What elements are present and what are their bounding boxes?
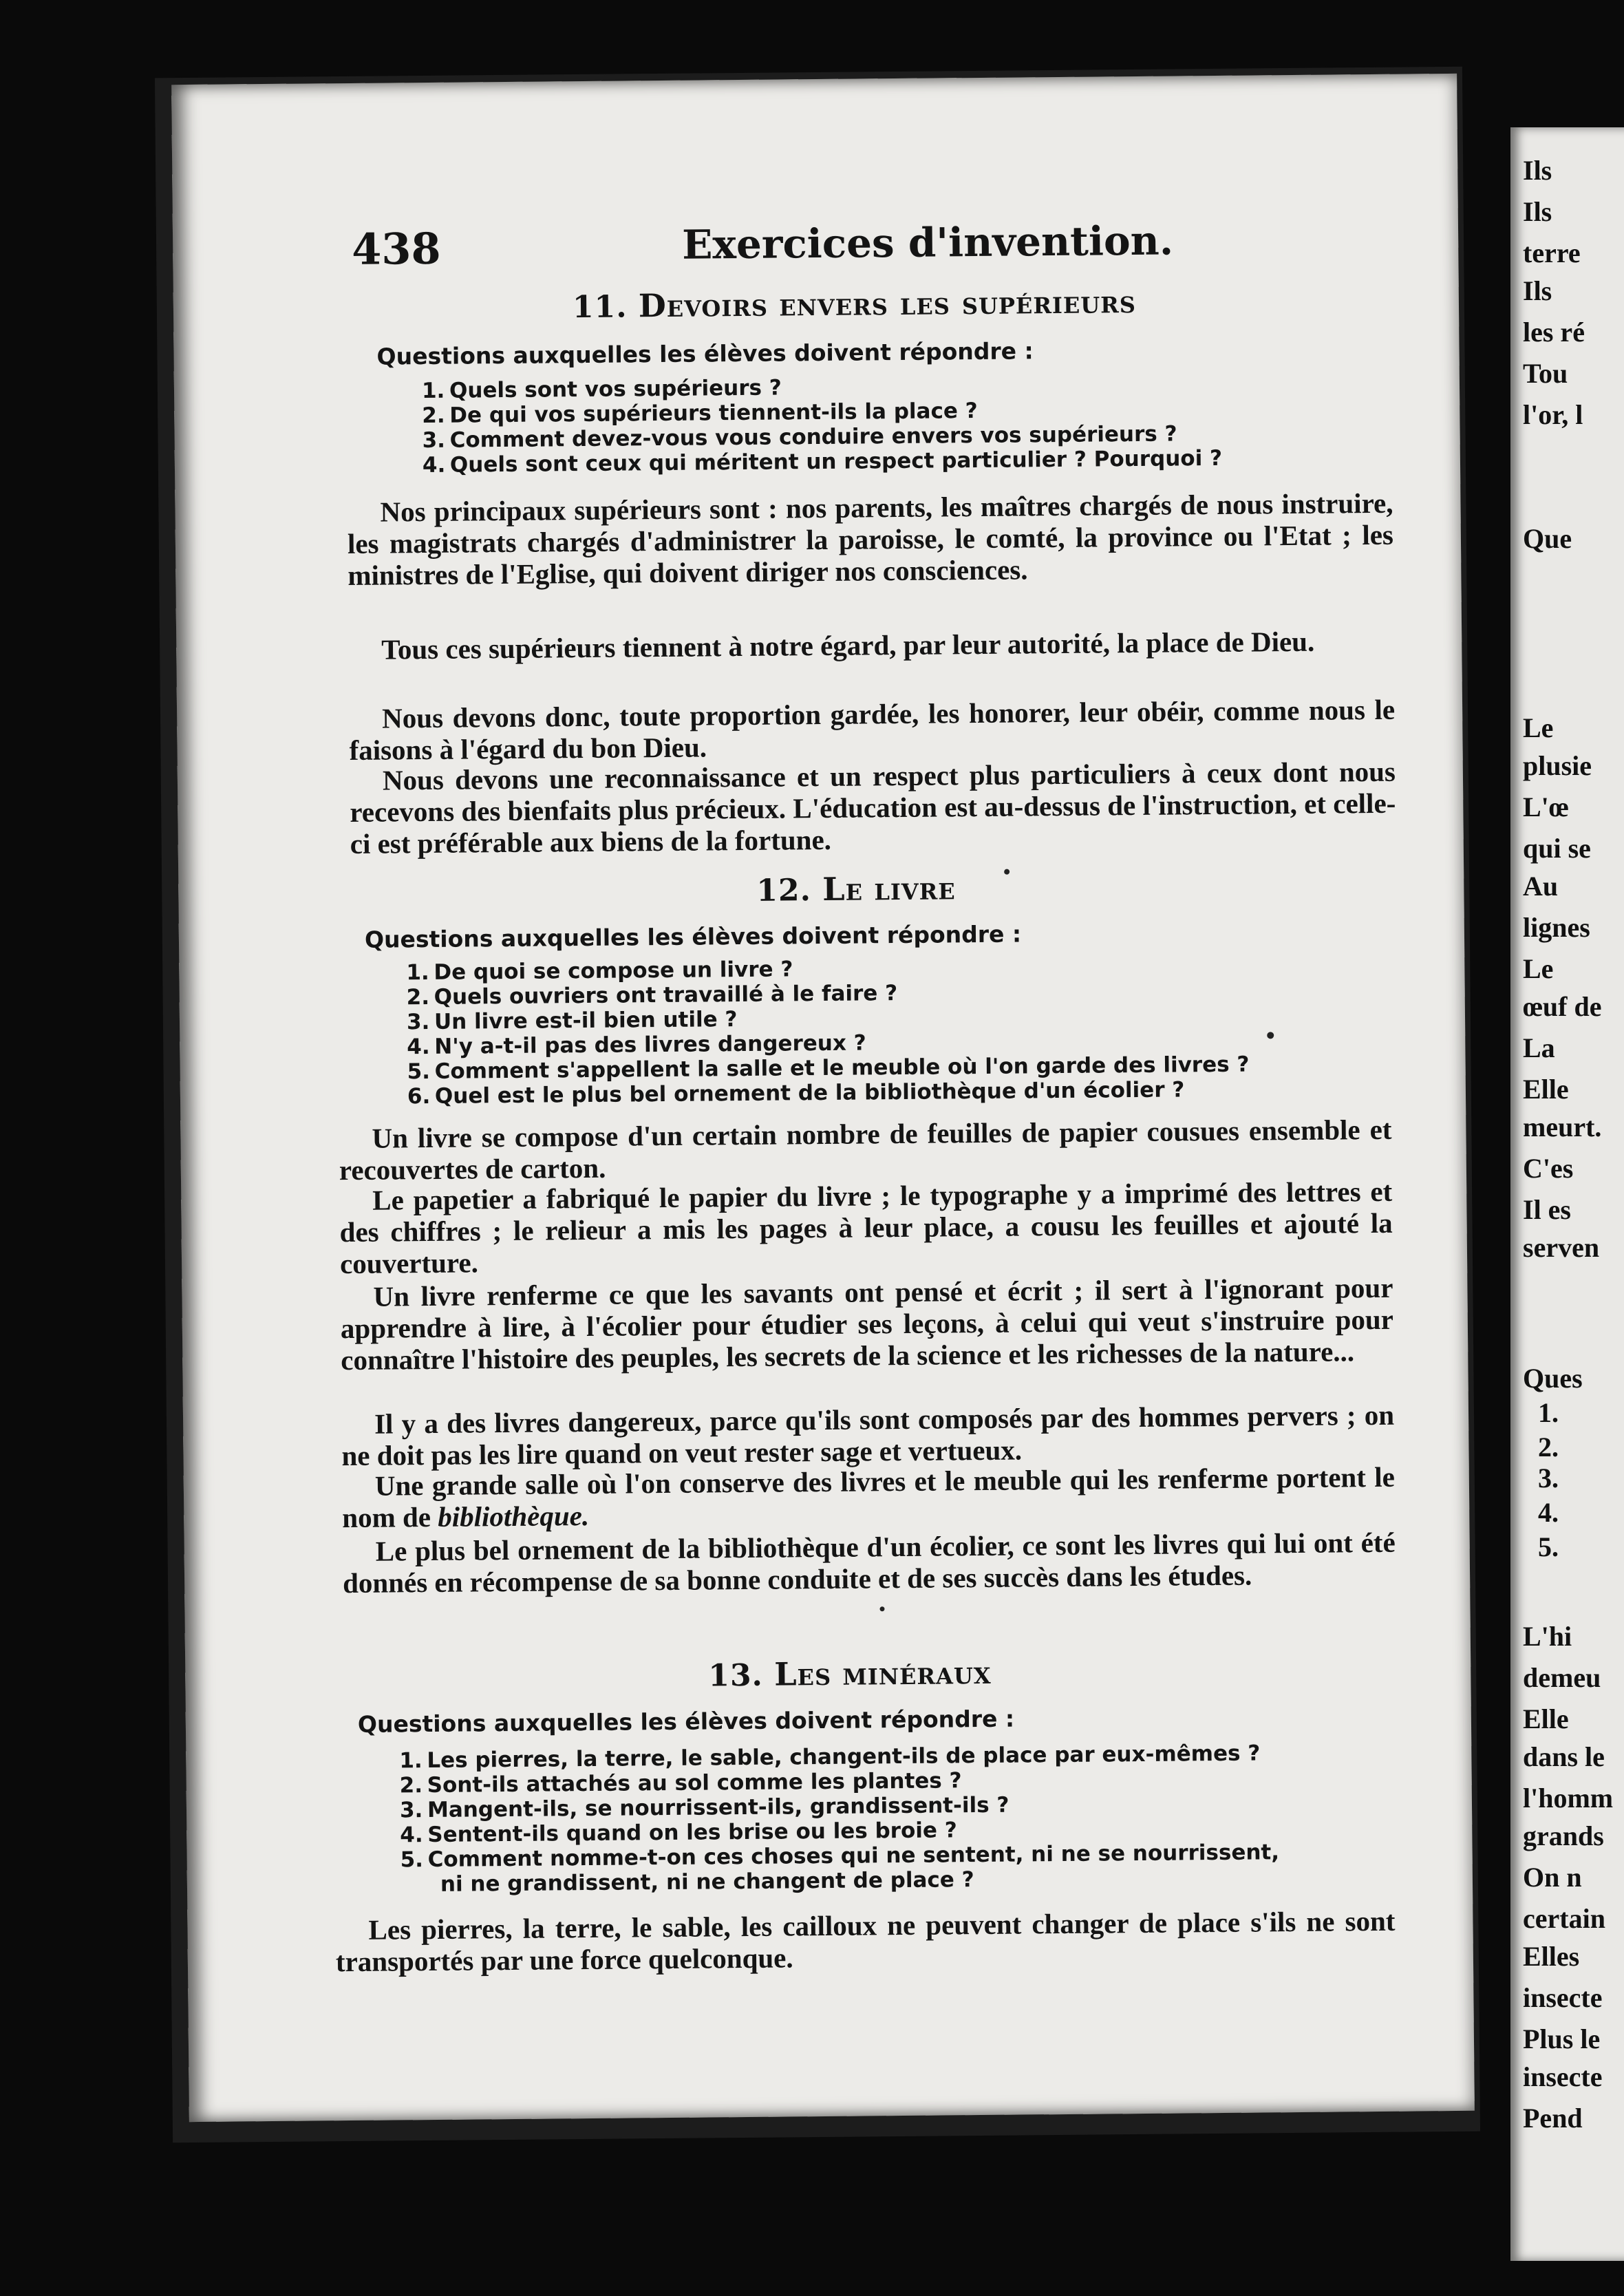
paragraph: Un livre se compose d'un certain nombre de feuilles de papier cousues ensemble et recouvertes de carton. [339, 1113, 1392, 1187]
question-number: 2. [406, 984, 430, 1010]
question-number: 5. [407, 1059, 431, 1085]
facing-page-fragment: Que [1523, 523, 1572, 554]
question-list [422, 372, 1222, 478]
facing-page-fragment: terre [1523, 237, 1581, 268]
facing-page-fragment: Pend [1523, 2103, 1583, 2134]
question-number: 2. [422, 403, 445, 429]
facing-page-fragment: 5. [1538, 1531, 1559, 1562]
question-text: ni ne grandissent, ni ne changent de place ? [440, 1867, 974, 1897]
section-title-rest: envers les supérieurs [779, 282, 1137, 323]
question-number: 5. [400, 1847, 424, 1873]
scan-speck [1267, 1032, 1274, 1039]
section-title [756, 869, 956, 908]
question-number: 4. [407, 1034, 430, 1060]
question-text: Sentent-ils quand on les brise ou les broie ? [427, 1818, 957, 1848]
question-number: 1. [399, 1748, 423, 1774]
facing-page-fragment: Elles [1523, 1941, 1580, 1972]
paragraph: Nos principaux supérieurs sont : nos parents, les maîtres chargés de nous instruire, les magistrats chargés d'administrer la paroisse, le comté, la province ou l'Etat ; les ministres de l'Eglise, qui doivent diriger nos consciences. [347, 487, 1394, 591]
question-number: 2. [399, 1773, 423, 1798]
facing-page-fragment: les ré [1523, 317, 1585, 348]
facing-page-fragment: Il es [1523, 1194, 1571, 1225]
question-number: 3. [406, 1009, 430, 1035]
question-text: Les pierres, la terre, le sable, changent-ils de place par eux-mêmes ? [427, 1741, 1261, 1774]
facing-page-fragment: 2. [1538, 1432, 1559, 1463]
facing-page-fragment: Le [1523, 953, 1554, 984]
section-title [573, 283, 1136, 325]
question-number: 1. [406, 959, 429, 986]
section-number: 11. [572, 289, 628, 326]
facing-page-fragment: grands [1523, 1820, 1604, 1851]
question-text: Comment s'appellent la salle et le meuble où l'on garde des livres ? [434, 1052, 1250, 1084]
question-list [399, 1741, 1279, 1897]
facing-page-fragment: qui se [1523, 833, 1591, 864]
facing-page-fragment: Tou [1523, 358, 1568, 389]
facing-page-fragment: C'es [1523, 1153, 1574, 1184]
facing-page-fragment: On n [1523, 1862, 1582, 1893]
book-page [171, 74, 1475, 2122]
question-text: Quels ouvriers ont travaillé à le faire ? [434, 981, 898, 1010]
section-number: 12. [756, 873, 812, 908]
facing-page-fragment: certain [1523, 1903, 1605, 1934]
facing-page-fragment: dans le [1523, 1741, 1605, 1772]
facing-page-fragment: l'homm [1523, 1783, 1614, 1814]
question-text: Quels sont vos supérieurs ? [449, 375, 782, 403]
facing-page-fragment: Ils [1523, 155, 1552, 186]
section-title [708, 1654, 992, 1694]
facing-page-fragment: Plus le [1523, 2023, 1601, 2054]
questions-heading: Questions auxquelles les élèves doivent répondre : [376, 337, 1034, 370]
question-text: Un livre est-il bien utile ? [434, 1007, 738, 1034]
facing-page-fragment: l'or, l [1523, 399, 1583, 430]
facing-page-fragment: Le [1523, 712, 1554, 743]
question-number: 4. [400, 1822, 423, 1848]
section-title-word: Devoirs [638, 286, 769, 325]
section-title-word: Le [822, 870, 864, 908]
page-number: 438 [351, 223, 441, 275]
question-text: Mangent-ils, se nourrissent-ils, grandissent-ils ? [427, 1792, 1009, 1823]
paragraph: Tous ces supérieurs tiennent à notre égard, par leur autorité, la place de Dieu. [381, 625, 1315, 666]
paragraph: Un livre renferme ce que les savants ont pensé et écrit ; il sert à l'ignorant pour apprendre à lire, à l'écolier pour étudier ses leçons, à celui qui veut s'instruire pour connaître l'histoire des peuples, les secrets de la science et les richesses de la nature... [340, 1271, 1394, 1376]
page-header [352, 215, 1378, 279]
question-list [406, 953, 1250, 1109]
question-text: Sont-ils attachés au sol comme les plantes ? [427, 1768, 962, 1798]
facing-page-fragment: Elle [1523, 1074, 1569, 1105]
scan-speck [879, 1606, 884, 1611]
facing-page-fragment: Ils [1523, 275, 1552, 306]
question-text: De quoi se compose un livre ? [434, 957, 793, 985]
paragraph: Nous devons donc, toute proportion gardée, les honorer, leur obéir, comme nous le faisons à l'égard du bon Dieu. [349, 693, 1396, 766]
facing-page-fragment: L'œ [1523, 791, 1569, 822]
facing-page-fragment: lignes [1523, 912, 1590, 943]
paragraph: Le plus bel ornement de la bibliothèque d'un écolier, ce sont les livres qui lui ont été donnés en récompense de sa bonne conduite et de ses succès dans les études. [342, 1526, 1396, 1599]
question-number: 4. [422, 452, 446, 478]
facing-page-fragment: Au [1523, 871, 1559, 902]
facing-page-fragment: L'hi [1523, 1621, 1572, 1652]
questions-heading: Questions auxquelles les élèves doivent répondre : [357, 1705, 1015, 1738]
questions-heading: Questions auxquelles les élèves doivent répondre : [364, 920, 1022, 953]
question-number: 6. [407, 1083, 431, 1109]
facing-page-fragment: insecte [1523, 2061, 1603, 2092]
facing-page-fragment: plusie [1523, 750, 1592, 781]
question-text: Comment devez-vous vous conduire envers vos supérieurs ? [449, 421, 1177, 453]
question-text: Quel est le plus bel ornement de la bibliothèque d'un écolier ? [434, 1077, 1185, 1109]
paragraph-text: Une grande salle où l'on conserve des livres et le meuble qui les renferme portent le nom de [342, 1460, 1396, 1534]
section-title-rest: minéraux [842, 1653, 992, 1692]
running-title: Exercices d'invention. [681, 217, 1174, 268]
facing-page-fragment: 4. [1538, 1497, 1559, 1528]
paragraph: Il y a des livres dangereux, parce qu'ils sont composés par des hommes pervers ; on ne doit pas les lire quand on veut rester sage et vertueux. [341, 1399, 1395, 1472]
paragraph [342, 1461, 1396, 1533]
scan-speck [1004, 869, 1009, 875]
facing-page [1510, 127, 1624, 2261]
section-number: 13. [708, 1657, 764, 1694]
paragraph: Le papetier a fabriqué le papier du livre ; le typographe y a imprimé des lettres et des chiffres ; le relieur a mis les pages à leur place, a cousu les feuilles et ajouté la couverture. [339, 1175, 1393, 1280]
facing-page-fragment: Ils [1523, 196, 1552, 227]
section-title-rest: livre [874, 869, 956, 908]
paragraph: Les pierres, la terre, le sable, les cailloux ne peuvent changer de place s'ils ne sont transportés par une force quelconque. [335, 1904, 1396, 1978]
facing-page-fragment: Ques [1523, 1363, 1583, 1394]
facing-page-fragment: 3. [1538, 1463, 1559, 1494]
question-number: 3. [399, 1798, 423, 1823]
facing-page-fragment: meurt. [1523, 1112, 1602, 1142]
facing-page-fragment: Elle [1523, 1703, 1569, 1734]
facing-page-fragment: insecte [1523, 1982, 1603, 2013]
question-number: 3. [422, 427, 446, 454]
question-number: 1. [421, 378, 445, 404]
paragraph: Nous devons une reconnaissance et un respect plus particuliers à ceux dont nous recevons des bienfaits plus précieux. L'éducation est au-dessus de l'instruction, et celle-ci est préférable aux biens de la fortune. [350, 755, 1396, 860]
facing-page-fragment: La [1523, 1032, 1555, 1063]
facing-page-fragment: serven [1523, 1232, 1600, 1263]
facing-page-fragment: demeu [1523, 1662, 1601, 1693]
facing-page-fragment: 1. [1538, 1397, 1559, 1428]
paragraph-italic: bibliothèque. [438, 1499, 590, 1533]
question-text: Comment nomme-t-on ces choses qui ne sentent, ni ne se nourrissent, [427, 1840, 1280, 1873]
question-text: De qui vos supérieurs tiennent-ils la place ? [449, 398, 978, 428]
question-text: N'y a-t-il pas des livres dangereux ? [434, 1030, 866, 1059]
question-text: Quels sont ceux qui méritent un respect particulier ? Pourquoi ? [449, 445, 1223, 478]
facing-page-fragment: œuf de [1523, 991, 1602, 1022]
section-title-word: Les [773, 1655, 832, 1693]
